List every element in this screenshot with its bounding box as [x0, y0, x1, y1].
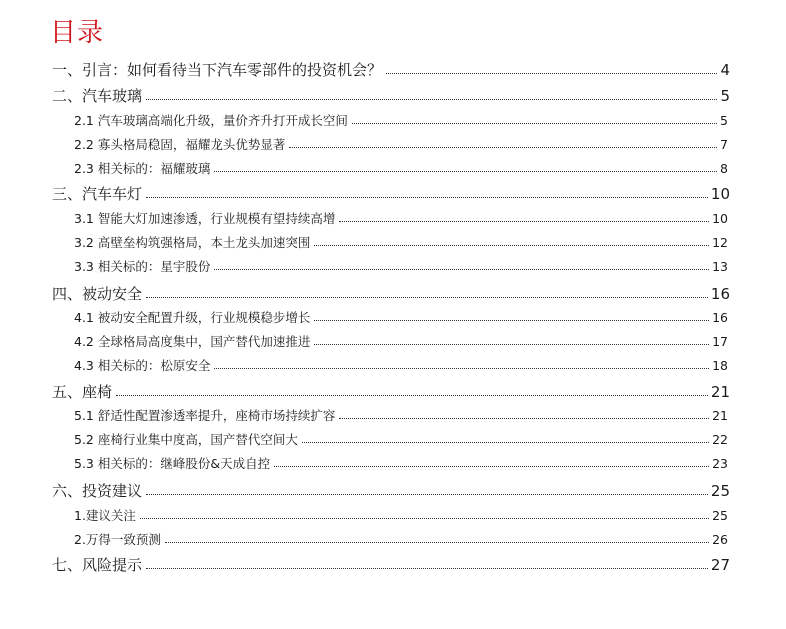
toc-entry-label: 1.建议关注 — [74, 507, 136, 523]
toc-entry-page: 21 — [712, 407, 728, 423]
toc-entry-page: 12 — [712, 234, 728, 250]
toc-entry-page: 25 — [712, 507, 728, 523]
toc-entry-label: 一、引言：如何看待当下汽车零部件的投资机会？ — [52, 61, 383, 79]
toc-subentry[interactable] — [74, 232, 728, 249]
toc-entry-label: 3.2 高壁垒构筑强格局，本土龙头加速突围 — [74, 234, 311, 250]
dot-leader — [386, 73, 717, 74]
dot-leader — [214, 171, 717, 172]
toc-entry-label: 2.万得一致预测 — [74, 531, 161, 547]
dot-leader — [146, 568, 708, 569]
toc-entry-page: 22 — [712, 431, 728, 447]
toc-entry-page: 8 — [720, 160, 728, 176]
toc-entry[interactable] — [52, 553, 730, 573]
toc-subentry[interactable] — [74, 208, 728, 225]
toc-entry-page: 16 — [712, 309, 728, 325]
toc-entry-label: 5.3 相关标的：继峰股份&天成自控 — [74, 455, 271, 471]
dot-leader — [146, 99, 717, 100]
dot-leader — [339, 221, 709, 222]
dot-leader — [146, 297, 708, 298]
toc-subentry[interactable] — [74, 529, 728, 546]
dot-leader — [302, 442, 709, 443]
toc-entry-page: 5 — [720, 112, 728, 128]
dot-leader — [146, 197, 708, 198]
dot-leader — [165, 542, 709, 543]
toc-entry[interactable] — [52, 282, 730, 302]
toc-entry-label: 2.2 寡头格局稳固，福耀龙头优势显著 — [74, 136, 286, 152]
dot-leader — [352, 123, 717, 124]
dot-leader — [314, 344, 709, 345]
toc-entry-page: 23 — [712, 455, 728, 471]
dot-leader — [339, 418, 709, 419]
toc-entry[interactable] — [52, 182, 730, 202]
toc-entry[interactable] — [52, 380, 730, 400]
toc-subentry[interactable] — [74, 453, 728, 470]
toc-entry-label: 七、风险提示 — [52, 556, 143, 574]
toc-entry-page: 16 — [710, 285, 730, 303]
page-title: 目录 — [50, 18, 105, 48]
toc-entry-label: 六、投资建议 — [52, 482, 143, 500]
toc-entry-label: 4.3 相关标的：松原安全 — [74, 357, 211, 373]
dot-leader — [214, 368, 709, 369]
toc-entry[interactable] — [52, 58, 730, 78]
toc-entry-page: 25 — [710, 482, 730, 500]
toc-entry-page: 10 — [712, 210, 728, 226]
toc-entry-page: 13 — [712, 258, 728, 274]
toc-entry-page: 5 — [720, 87, 730, 105]
dot-leader — [314, 320, 709, 321]
toc-entry-label: 四、被动安全 — [52, 285, 143, 303]
toc-entry-page: 18 — [712, 357, 728, 373]
toc-entry[interactable] — [52, 479, 730, 499]
toc-entry-label: 二、汽车玻璃 — [52, 87, 143, 105]
toc-entry[interactable] — [52, 84, 730, 104]
toc-subentry[interactable] — [74, 134, 728, 151]
toc-subentry[interactable] — [74, 355, 728, 372]
toc-subentry[interactable] — [74, 307, 728, 324]
toc-entry-label: 三、汽车车灯 — [52, 185, 143, 203]
dot-leader — [146, 494, 708, 495]
toc-subentry[interactable] — [74, 429, 728, 446]
toc-entry-label: 3.1 智能大灯加速渗透，行业规模有望持续高增 — [74, 210, 336, 226]
toc-subentry[interactable] — [74, 405, 728, 422]
toc-entry-label: 2.1 汽车玻璃高端化升级，量价齐升打开成长空间 — [74, 112, 348, 128]
toc-entry-label: 五、座椅 — [52, 383, 113, 401]
toc-entry-page: 21 — [710, 383, 730, 401]
toc-entry-label: 3.3 相关标的：星宇股份 — [74, 258, 211, 274]
dot-leader — [116, 395, 708, 396]
dot-leader — [289, 147, 717, 148]
dot-leader — [140, 518, 709, 519]
dot-leader — [214, 269, 709, 270]
toc-subentry[interactable] — [74, 256, 728, 273]
toc-subentry[interactable] — [74, 505, 728, 522]
toc-entry-page: 7 — [720, 136, 728, 152]
toc-subentry[interactable] — [74, 110, 728, 127]
dot-leader — [274, 466, 709, 467]
toc-entry-page: 17 — [712, 333, 728, 349]
toc-entry-label: 5.1 舒适性配置渗透率提升，座椅市场持续扩容 — [74, 407, 336, 423]
toc-entry-label: 4.1 被动安全配置升级，行业规模稳步增长 — [74, 309, 311, 325]
toc-entry-label: 5.2 座椅行业集中度高，国产替代空间大 — [74, 431, 298, 447]
toc-subentry[interactable] — [74, 331, 728, 348]
toc-entry-page: 27 — [710, 556, 730, 574]
toc-entry-label: 4.2 全球格局高度集中，国产替代加速推进 — [74, 333, 311, 349]
toc-entry-page: 10 — [710, 185, 730, 203]
toc-entry-label: 2.3 相关标的：福耀玻璃 — [74, 160, 211, 176]
toc-entry-page: 4 — [720, 61, 730, 79]
toc-entry-page: 26 — [712, 531, 728, 547]
dot-leader — [314, 245, 709, 246]
toc-subentry[interactable] — [74, 158, 728, 175]
